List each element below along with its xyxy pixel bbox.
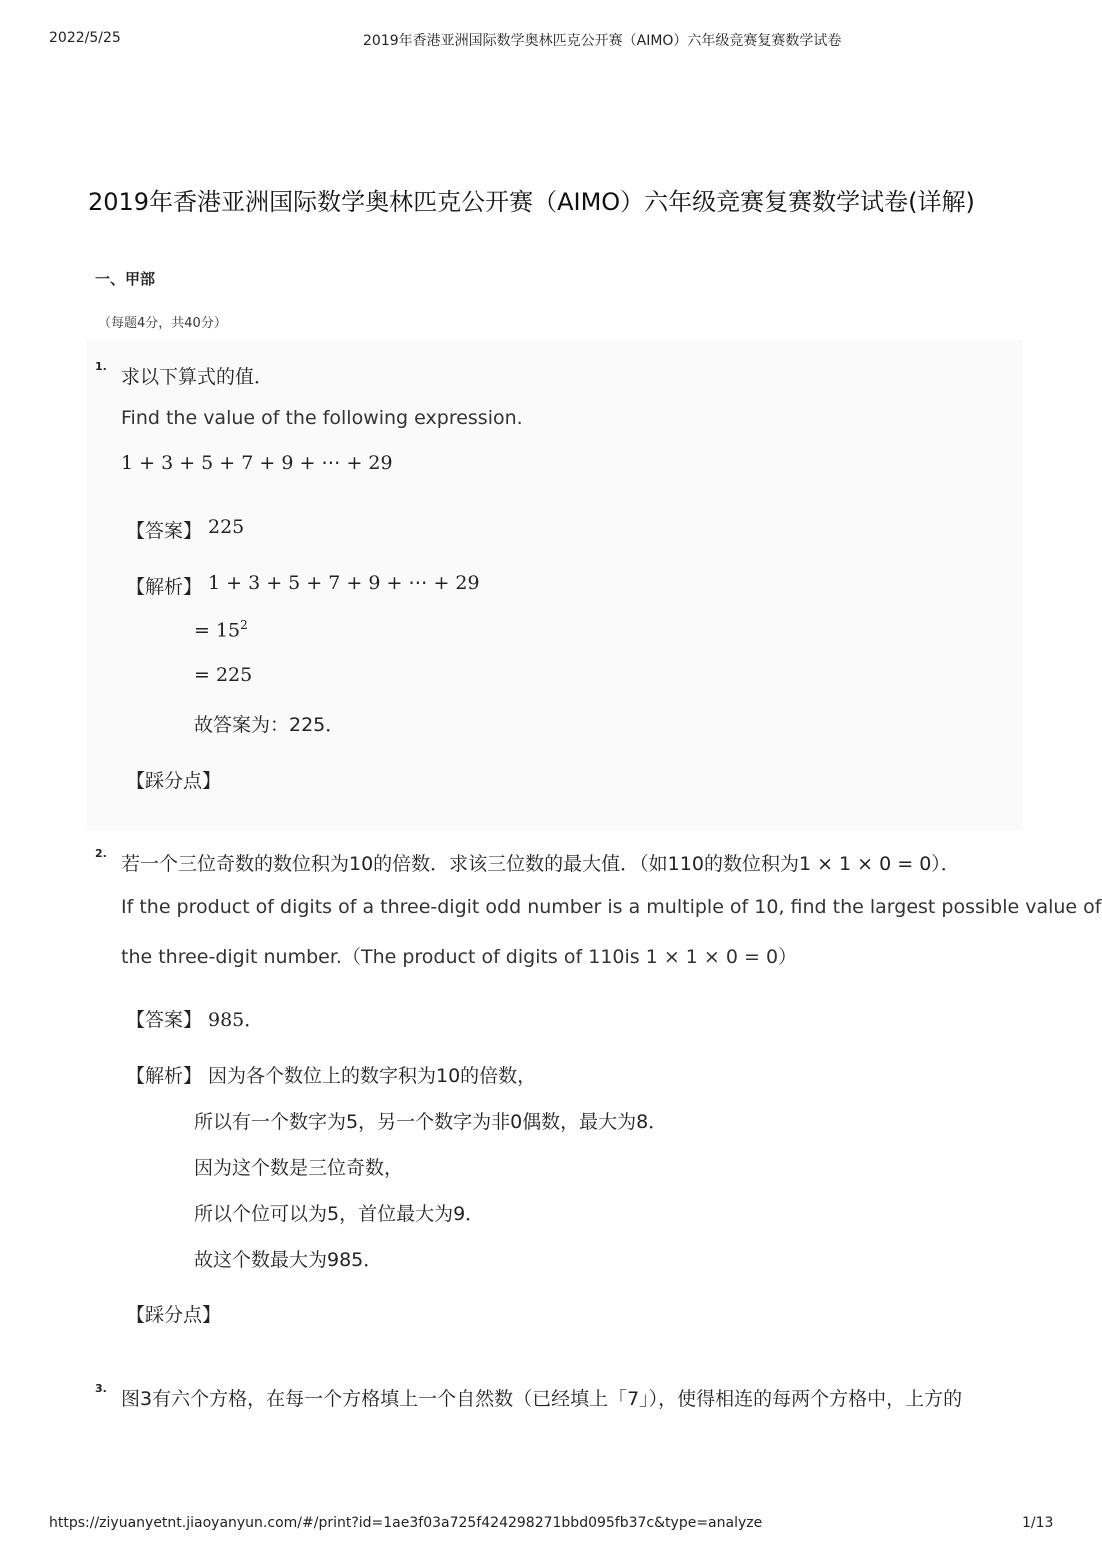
- question-2-analysis-line-5: 故这个数最大为985．: [194, 1249, 383, 1271]
- question-1-analysis-line-2: [194, 618, 248, 641]
- print-url: https://ziyuanyetnt.jiaoyanyun.com/#/print?id=1ae3f03a725f424298271bbd095fb37c&type=analyze: [49, 1515, 763, 1531]
- question-1-expression: 1 + 3 + 5 + 7 + 9 + ⋯ + 29: [121, 452, 393, 474]
- question-2-analysis-line-4: 所以个位可以为5，首位最大为9．: [194, 1203, 485, 1225]
- question-2-text-en-line-2: the three-digit number.（The product of digits of 110is 1 × 1 × 0 = 0）: [121, 946, 798, 968]
- question-2-text-zh: 若一个三位奇数的数位积为10的倍数．求该三位数的最大值．（如110的数位积为1 × 1 × 0 = 0）．: [121, 853, 960, 875]
- question-1-text-zh: 求以下算式的值．: [121, 366, 274, 388]
- question-1-analysis-label: 【解析】: [126, 576, 203, 598]
- question-2-analysis-line-1: 因为各个数位上的数字积为10的倍数，: [208, 1065, 537, 1087]
- print-date: 2022/5/25: [49, 30, 121, 46]
- question-1-answer-label: 【答案】: [126, 520, 203, 542]
- question-1-analysis-line-4: 故答案为：225．: [194, 714, 345, 736]
- page-title: 2019年香港亚洲国际数学奥林匹克公开赛（AIMO）六年级竞赛复赛数学试卷(详解): [88, 188, 975, 216]
- analysis-exponent: 2: [240, 618, 248, 632]
- section-heading: 一、甲部: [95, 270, 156, 288]
- question-2-points-label: 【踩分点】: [126, 1304, 222, 1326]
- question-1-answer: 225: [208, 516, 245, 538]
- question-2-number: 2.: [95, 847, 107, 860]
- question-1-analysis-line-3: = 225: [194, 664, 253, 686]
- question-1-analysis-line-1: 1 + 3 + 5 + 7 + 9 + ⋯ + 29: [208, 572, 480, 594]
- question-3-text-zh: 图3有六个方格，在每一个方格填上一个自然数（已经填上「7」），使得相连的每两个方格中，上方的: [121, 1388, 963, 1410]
- print-page-number: 1/13: [1022, 1515, 1054, 1531]
- question-1-points-label: 【踩分点】: [126, 770, 222, 792]
- question-2-analysis-label: 【解析】: [126, 1065, 203, 1087]
- section-scoring: （每题4分，共40分）: [98, 316, 227, 331]
- print-doc-title: 2019年香港亚洲国际数学奥林匹克公开赛（AIMO）六年级竞赛复赛数学试卷: [363, 33, 842, 49]
- question-2-analysis-line-2: 所以有一个数字为5，另一个数字为非0偶数，最大为8．: [194, 1111, 668, 1133]
- question-2-answer-label: 【答案】: [126, 1009, 203, 1031]
- question-2-answer: 985．: [208, 1009, 264, 1031]
- question-1-number: 1.: [95, 360, 107, 373]
- question-2-analysis-line-3: 因为这个数是三位奇数，: [194, 1157, 404, 1179]
- analysis-base: = 15: [194, 619, 241, 642]
- question-1-text-en: Find the value of the following expression.: [121, 407, 523, 429]
- question-2-text-en-line-1: If the product of digits of a three-digit odd number is a multiple of 10, find the largest possible value of: [121, 896, 1102, 918]
- question-3-number: 3.: [95, 1382, 107, 1395]
